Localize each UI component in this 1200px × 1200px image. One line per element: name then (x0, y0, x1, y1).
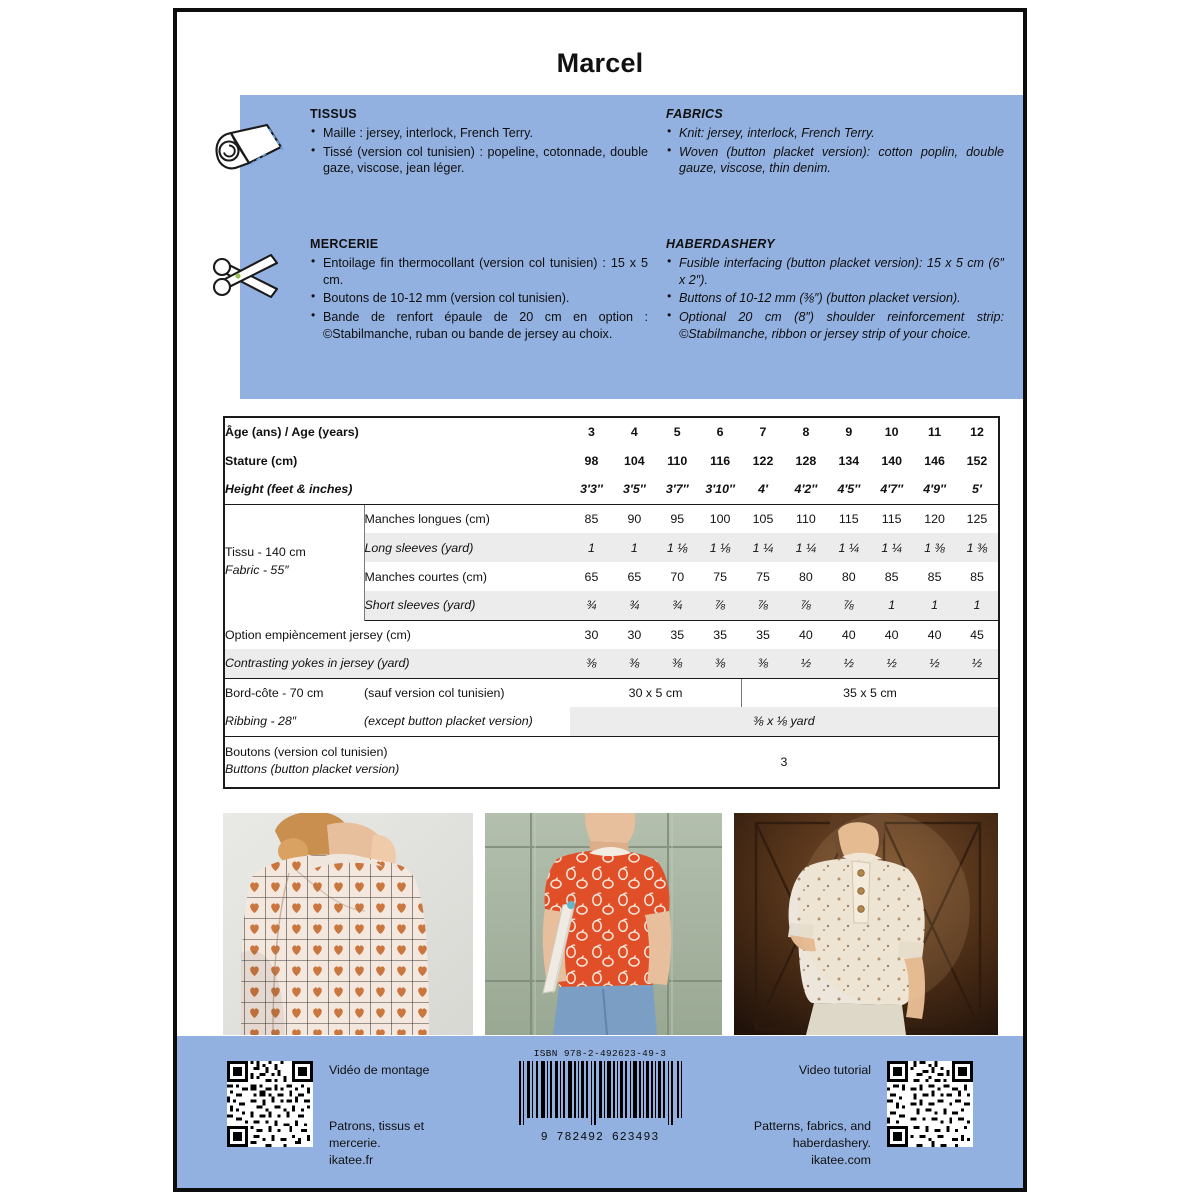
row-label: Height (feet & inches) (224, 475, 570, 504)
cell: 4′2″ (784, 475, 827, 504)
scissors-icon (205, 245, 291, 312)
list-item: • Buttons of 10-12 mm (⅜″) (button placket version). (666, 290, 1004, 307)
footer-fr-block (329, 1118, 449, 1169)
cell: ¾ (570, 591, 613, 620)
cell: ⅜ (656, 649, 699, 678)
cell: 1 ¼ (742, 533, 785, 562)
table-row-ribbing-cm (224, 678, 999, 707)
table-row-age (224, 417, 999, 446)
table-row-yoke-cm (224, 620, 999, 649)
haberdashery-en-list (666, 255, 1004, 343)
cell-ribbing-left: 30 x 5 cm (628, 685, 683, 700)
buttons-label-fr: Boutons (version col tunisien) (225, 744, 388, 759)
cell: 8 (802, 425, 810, 439)
footer-panel (177, 1036, 1023, 1188)
row-label: Short sleeves (yard) (364, 591, 570, 620)
cell: 1 (956, 591, 999, 620)
cell: ½ (827, 649, 870, 678)
cell: 75 (756, 569, 770, 584)
cell: ¾ (613, 591, 656, 620)
list-item: • Woven (button placket version): cotton poplin, double gauze, viscose, thin denim. (666, 144, 1004, 177)
qr-code-icon[interactable] (887, 1061, 973, 1147)
cell: 35 (670, 627, 685, 642)
cell: 3′3″ (570, 475, 613, 504)
row-label: Manches longues (cm) (364, 511, 490, 526)
cell: ½ (913, 649, 956, 678)
cell: ⅜ (570, 649, 613, 678)
list-item: • Boutons de 10-12 mm (version col tunisien). (310, 290, 648, 307)
row-label: Âge (ans) / Age (years) (225, 425, 359, 439)
list-item: • Knit: jersey, interlock, French Terry. (666, 125, 1004, 142)
cell: 110 (796, 511, 816, 526)
table-row-stature (224, 446, 999, 475)
cell: 5 (673, 425, 681, 439)
barcode-bars (515, 1061, 685, 1125)
fabrics-fr-heading: TISSUS (310, 107, 357, 121)
fabrics-en-heading: FABRICS (666, 107, 723, 121)
fabrics-en-list (666, 125, 1004, 177)
cell: 104 (623, 453, 645, 468)
cell: 140 (881, 453, 903, 468)
cell: 75 (713, 569, 728, 584)
barcode (511, 1048, 689, 1144)
cell: 1 ⅜ (956, 533, 999, 562)
footer-fr-sub: Patrons, tissus et mercerie. (329, 1119, 425, 1151)
cell: 128 (795, 453, 817, 468)
table-row-height (224, 475, 999, 504)
cell: 100 (709, 511, 731, 526)
cell: ¾ (656, 591, 699, 620)
row-note: (except button placket version) (364, 707, 570, 736)
cell: 3′7″ (656, 475, 699, 504)
cell: 35 (713, 627, 728, 642)
list-item: • Optional 20 cm (8″) shoulder reinforcement strip: ©Stabilmanche, ribbon or jersey strip of your choice. (666, 309, 1004, 342)
cell: 122 (752, 453, 774, 468)
cell: 1 (870, 591, 913, 620)
haberdashery-en-heading: HABERDASHERY (666, 237, 775, 251)
cell: 7 (759, 425, 767, 439)
cell: 35 (756, 627, 770, 642)
info-panel (240, 95, 1027, 399)
cell: 45 (970, 627, 984, 642)
cell: 115 (838, 511, 859, 526)
cell: 3′10″ (699, 475, 742, 504)
table-row-yoke-yard (224, 649, 999, 678)
cell: 146 (924, 453, 945, 468)
cell: 85 (970, 569, 984, 584)
ean-digits: 9 782492 623493 (540, 1131, 660, 1144)
cell: 1 ¼ (870, 533, 913, 562)
site-fr-link[interactable]: ikatee.fr (329, 1153, 374, 1168)
fabric-group-label (224, 504, 364, 620)
cell: 3 (587, 425, 595, 439)
cell: 3′5″ (613, 475, 656, 504)
video-en-label: Video tutorial (798, 1063, 871, 1077)
cell: 10 (884, 425, 899, 439)
cell: 125 (966, 511, 988, 526)
cell: ⅜ (699, 649, 742, 678)
row-label: Long sleeves (yard) (364, 533, 570, 562)
cell: 95 (670, 511, 685, 526)
cell: 110 (667, 453, 688, 468)
cell: 5′ (956, 475, 999, 504)
cell: 1 ¼ (784, 533, 827, 562)
cell-ribbing-right: 35 x 5 cm (742, 678, 999, 707)
cell: 116 (710, 453, 731, 468)
buttons-label-en: Buttons (button placket version) (225, 762, 400, 777)
fabric-group-label-en: Fabric - 55″ (225, 563, 289, 578)
haberdashery-fr-list (310, 255, 648, 343)
cell: ½ (870, 649, 913, 678)
photo-long-sleeve-heart-print (223, 813, 473, 1035)
cell: ⅞ (784, 591, 827, 620)
table-row-ribbing-yard (224, 707, 999, 736)
cell: 98 (584, 453, 599, 468)
cell: 85 (584, 511, 599, 526)
cell: 1 ⅛ (656, 533, 699, 562)
cell: 30 (627, 627, 642, 642)
cell: 1 ⅜ (913, 533, 956, 562)
cell: 1 ⅛ (699, 533, 742, 562)
cell: 6 (716, 425, 724, 439)
row-label: Bord-côte - 70 cm (225, 685, 324, 700)
photo-short-sleeve-orange (485, 813, 722, 1035)
list-item: • Entoilage fin thermocollant (version col tunisien) : 15 x 5 cm. (310, 255, 648, 288)
footer-en-block (741, 1118, 871, 1169)
cell: 80 (799, 569, 813, 584)
cell: ⅞ (742, 591, 785, 620)
cell: 4′5″ (827, 475, 870, 504)
fabric-group-label-fr: Tissu - 140 cm (225, 545, 306, 560)
size-chart-table (223, 416, 998, 789)
table-row-long-sleeves-cm (224, 504, 999, 533)
cell: 115 (881, 511, 902, 526)
fabric-roll-icon (205, 117, 291, 192)
fabrics-fr-list (310, 125, 648, 177)
cell: 70 (670, 569, 685, 584)
video-fr-label: Vidéo de montage (329, 1063, 430, 1077)
cell: 80 (841, 569, 856, 584)
cell: 1 (913, 591, 956, 620)
row-label: Manches courtes (cm) (364, 569, 488, 584)
fabrics-en (666, 107, 1004, 179)
table-row-buttons (224, 736, 999, 788)
cell: 134 (838, 453, 860, 468)
list-item: • Fusible interfacing (button placket version): 15 x 5 cm (6″ x 2″). (666, 255, 1004, 288)
row-label: Stature (cm) (225, 453, 298, 468)
haberdashery-fr-heading: MERCERIE (310, 237, 379, 251)
cell: 105 (752, 511, 774, 526)
cell: 12 (970, 425, 984, 439)
cell: ⅜ (742, 649, 785, 678)
footer-en-sub: Patterns, fabrics, and haberdashery. (753, 1119, 871, 1151)
cell: 11 (928, 425, 942, 439)
cell: ⅜ (613, 649, 656, 678)
cell: ⅞ (827, 591, 870, 620)
row-label (224, 736, 570, 788)
cell: 90 (627, 511, 642, 526)
cell: 9 (845, 425, 853, 439)
cell: 4′ (742, 475, 785, 504)
cell: 40 (927, 627, 942, 642)
cell: ½ (956, 649, 999, 678)
cell-buttons-count: 3 (780, 754, 788, 769)
cell: 65 (627, 569, 642, 584)
row-label: Contrasting yokes in jersey (yard) (224, 649, 570, 678)
qr-code-icon[interactable] (227, 1061, 313, 1147)
haberdashery-fr (310, 237, 648, 345)
cell: 1 (613, 533, 656, 562)
cell: 1 (570, 533, 613, 562)
photo-button-placket-shirt (734, 813, 998, 1035)
cell: 85 (884, 569, 899, 584)
list-item: • Tissé (version col tunisien) : popeline, cotonnade, double gaze, viscose, jean léger. (310, 144, 648, 177)
row-label: Option empièncement jersey (cm) (225, 627, 411, 642)
cell: 4′7″ (870, 475, 913, 504)
row-label: Ribbing - 28″ (224, 707, 364, 736)
page-title: Marcel (556, 48, 644, 78)
cell: 65 (584, 569, 599, 584)
cell: 85 (927, 569, 942, 584)
site-en-link[interactable]: ikatee.com (811, 1153, 871, 1168)
cell: 152 (966, 453, 988, 468)
list-item: • Bande de renfort épaule de 20 cm en option : ©Stabilmanche, ruban ou bande de jersey au choix. (310, 309, 648, 342)
cell: 30 (584, 627, 599, 642)
photo-strip (223, 813, 998, 1035)
cell: 40 (799, 627, 813, 642)
pattern-envelope-back (173, 8, 1027, 1192)
cell: 1 ¼ (827, 533, 870, 562)
row-note: (sauf version col tunisien) (364, 685, 505, 700)
list-item: • Maille : jersey, interlock, French Terry. (310, 125, 648, 142)
cell: 4′9″ (913, 475, 956, 504)
fabrics-fr (310, 107, 648, 179)
cell: ½ (784, 649, 827, 678)
cell: 40 (884, 627, 899, 642)
haberdashery-en (666, 237, 1004, 345)
cell-ribbing-yard-value: ⅜ x ⅛ yard (570, 707, 999, 736)
cell: 4 (630, 425, 638, 439)
cell: 40 (841, 627, 856, 642)
isbn-text: ISBN 978-2-492623-49-3 (533, 1048, 667, 1059)
cell: ⅞ (699, 591, 742, 620)
cell: 120 (924, 511, 945, 526)
